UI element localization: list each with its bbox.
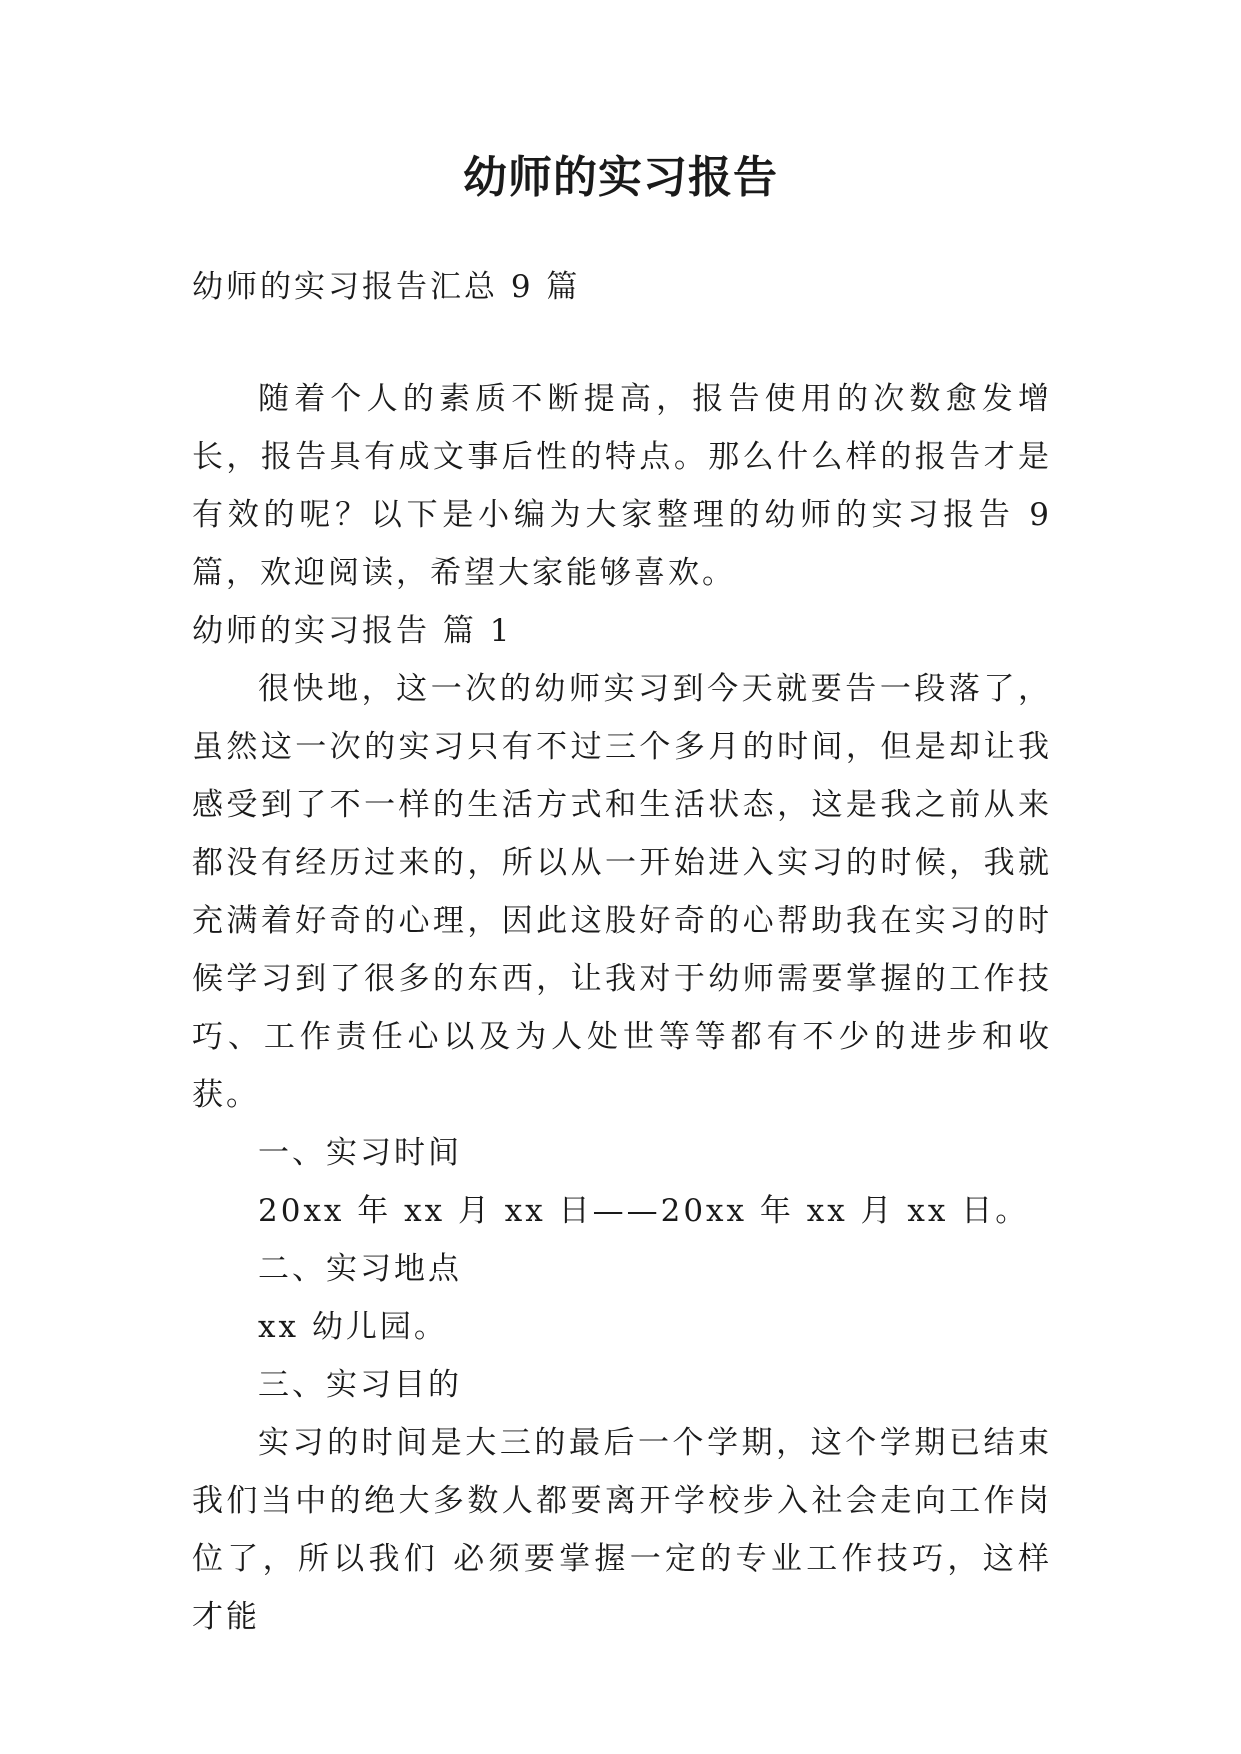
document-body	[192, 258, 1052, 1646]
section-heading: 幼师的实习报告 篇 1	[192, 613, 513, 649]
body-paragraph-1: 很快地，这一次的幼师实习到今天就要告一段落了，虽然这一次的实习只有不过三个多月的时间，但是却让我感受到了不一样的生活方式和生活状态，这是我之前从来都没有经历过来的，所以从一开始进入实习的时候，我就充满着好奇的心理，因此这股好奇的心帮助我在实习的时候学习到了很多的东西，让我对于幼师需要掌握的工作技巧、工作责任心以及为人处世等等都有不少的进步和收获。	[192, 671, 1052, 1113]
document-subtitle: 幼师的实习报告汇总 9 篇	[192, 269, 581, 305]
item-heading-purpose: 三、实习目的	[258, 1367, 462, 1403]
document-title: 幼师的实习报告	[463, 152, 778, 203]
intro-paragraph: 随着个人的素质不断提高，报告使用的次数愈发增长，报告具有成文事后性的特点。那么什么样的报告才是有效的呢？以下是小编为大家整理的幼师的实习报告 9 篇，欢迎阅读，希望大家能够喜欢。	[192, 381, 1052, 591]
item-text-location: xx 幼儿园。	[258, 1309, 448, 1345]
item-heading-time: 一、实习时间	[258, 1135, 462, 1171]
item-heading-location: 二、实习地点	[258, 1251, 462, 1287]
body-paragraph-2: 实习的时间是大三的最后一个学期，这个学期已结束我们当中的绝大多数人都要离开学校步入社会走向工作岗位了，所以我们 必须要掌握一定的专业工作技巧，这样才能	[192, 1425, 1052, 1635]
item-text-time: 20xx 年 xx 月 xx 日——20xx 年 xx 月 xx 日。	[258, 1193, 1030, 1229]
